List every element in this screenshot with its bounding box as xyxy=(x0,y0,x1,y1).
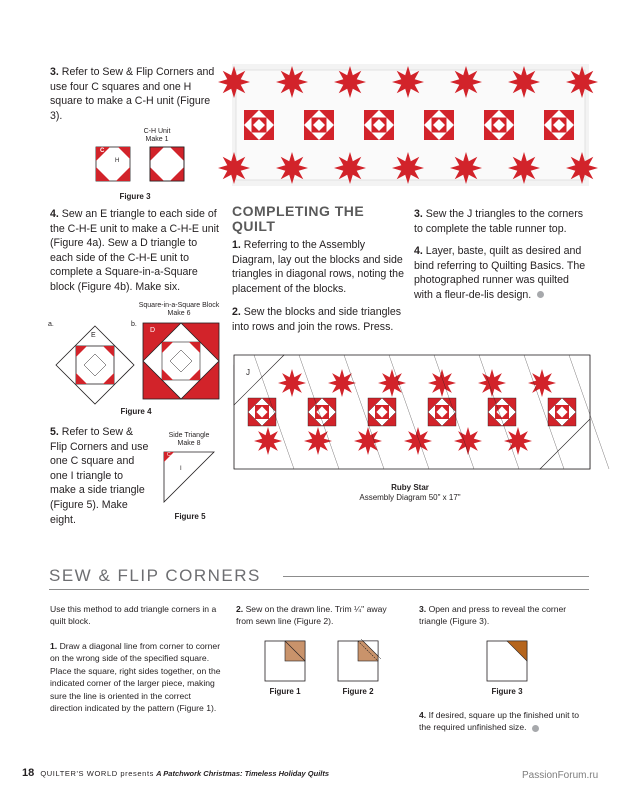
sewflip-step2 xyxy=(236,603,402,628)
fig3-caption-line1: C-H Unit xyxy=(143,128,171,135)
completing-heading-line2: QUILT xyxy=(232,218,276,234)
assembly-star-bottom-4 xyxy=(454,427,482,455)
photo-star-bottom-2 xyxy=(334,152,366,184)
completing-step4 xyxy=(414,244,588,302)
completing-step4-number: 4. xyxy=(414,245,423,257)
fig4-label-b: b. xyxy=(131,321,137,328)
step5-number: 5. xyxy=(50,426,59,438)
fig4-label-d: D xyxy=(150,327,156,334)
fig4-caption-line2: Make 6 xyxy=(167,310,191,317)
assembly-star-bottom-5 xyxy=(504,427,532,455)
photo-star-bottom-1 xyxy=(276,152,308,184)
sewflip-heading: SEW & FLIP CORNERS xyxy=(49,566,261,585)
assembly-diagram xyxy=(234,355,590,469)
sewflip-step4-body: If desired, square up the finished unit to the required unfinished size. xyxy=(419,710,580,733)
assembly-star-top-5 xyxy=(528,369,556,397)
fig5-caption xyxy=(160,432,218,448)
sewflip-intro: Use this method to add triangle corners in a quilt block. xyxy=(50,604,217,627)
assembly-star-top-2 xyxy=(378,369,406,397)
sewflip-step1 xyxy=(50,640,222,714)
sewflip-fig3-diagram xyxy=(486,640,528,682)
assembly-subtitle: Assembly Diagram 50" x 17" xyxy=(359,493,461,502)
assembly-star-bottom-3 xyxy=(404,427,432,455)
photo-star-top-0 xyxy=(218,66,250,98)
sewflip-step3-number: 3. xyxy=(419,604,427,614)
fig4-title: Figure 4 xyxy=(120,407,152,416)
fig3-title: Figure 3 xyxy=(119,192,151,201)
sewflip-step2-body: Sew on the drawn line. Trim ¼" away from sewn line (Figure 2). xyxy=(236,604,387,627)
fig3-caption-line2: Make 1 xyxy=(145,136,169,143)
end-mark-icon xyxy=(532,725,539,732)
fig3-label-h: H xyxy=(115,158,120,164)
sewflip-step4-number: 4. xyxy=(419,710,427,720)
quilt-photo xyxy=(232,64,589,186)
assembly-outline xyxy=(234,355,590,469)
assembly-star-top-0 xyxy=(278,369,306,397)
completing-step1 xyxy=(232,238,404,296)
end-mark-icon xyxy=(537,291,544,298)
assembly-caption xyxy=(330,483,490,503)
photo-star-bottom-0 xyxy=(218,152,250,184)
step4-number: 4. xyxy=(50,208,59,220)
completing-step1-body: Referring to the Assembly Diagram, lay out the blocks and side triangles in diagonal rows, noting the placement of the blocks. xyxy=(232,239,404,295)
photo-star-top-1 xyxy=(276,66,308,98)
sewflip-fig1-title: Figure 1 xyxy=(269,687,301,696)
assembly-star-bottom-2 xyxy=(354,427,382,455)
step3-text xyxy=(50,65,220,123)
photo-star-bottom-6 xyxy=(566,152,598,184)
footer-title: A Patchwork Christmas: Timeless Holiday Quilts xyxy=(156,769,330,778)
completing-step2 xyxy=(232,305,404,334)
fig5-caption-line1: Side Triangle xyxy=(168,432,210,439)
step5-text xyxy=(50,425,150,527)
photo-star-top-2 xyxy=(334,66,366,98)
completing-step3-number: 3. xyxy=(414,208,423,220)
footer-brand: QUILTER'S WORLD presents xyxy=(40,769,154,778)
photo-star-bottom-5 xyxy=(508,152,540,184)
fig5-label-c: C xyxy=(167,452,171,458)
fig5-diagram xyxy=(163,451,215,503)
photo-star-bottom-3 xyxy=(392,152,424,184)
sewflip-fig2-diagram xyxy=(337,640,381,682)
assembly-star-top-3 xyxy=(428,369,456,397)
photo-star-bottom-4 xyxy=(450,152,482,184)
assembly-star-bottom-1 xyxy=(304,427,332,455)
assembly-star-top-1 xyxy=(328,369,356,397)
sewflip-step1-number: 1. xyxy=(50,641,58,651)
completing-heading xyxy=(232,204,364,234)
fig3-unit-right xyxy=(150,147,184,181)
completing-heading-line1: COMPLETING THE xyxy=(232,203,365,219)
fig3-label-c: C xyxy=(100,148,105,154)
fig4-label-a: a. xyxy=(48,321,54,328)
fig3-diagram xyxy=(95,146,187,182)
completing-step4-body: Layer, baste, quilt as desired and bind referring to Quilting Basics. The photographed runner was quilted with a fleur-de-lis design. xyxy=(414,245,586,301)
page-number: 18 xyxy=(22,767,35,779)
sewflip-fig2-title: Figure 2 xyxy=(342,687,374,696)
photo-star-top-3 xyxy=(392,66,424,98)
step3-body: Refer to Sew & Flip Corners and use four C squares and one H square to make a C-H unit (Figure 3). xyxy=(50,66,215,122)
fig4-caption-line1: Square-in-a-Square Block xyxy=(138,302,220,309)
sewflip-fig1-diagram xyxy=(264,640,306,682)
photo-star-top-6 xyxy=(566,66,598,98)
step4-body: Sew an E triangle to each side of the C-H-E unit to make a C-H-E unit (Figure 4a). Sew a D triangle to each side of the C-H-E unit to complete a Square-in-a-Square block (Figure 4b). Make six. xyxy=(50,208,219,293)
watermark: PassionForum.ru xyxy=(522,770,599,781)
completing-step2-body: Sew the blocks and side triangles into rows and join the rows. Press. xyxy=(232,306,402,333)
completing-step3-body: Sew the J triangles to the corners to complete the table runner top. xyxy=(414,208,584,235)
sewflip-step3-body: Open and press to reveal the corner triangle (Figure 3). xyxy=(419,604,567,627)
photo-star-top-4 xyxy=(450,66,482,98)
fig3-caption xyxy=(132,128,182,144)
assembly-star-top-4 xyxy=(478,369,506,397)
sewflip-rule-left xyxy=(49,589,589,590)
step3-number: 3. xyxy=(50,66,59,78)
photo-star-top-5 xyxy=(508,66,540,98)
completing-step3 xyxy=(414,207,588,236)
sewflip-step4 xyxy=(419,709,589,734)
fig4-caption xyxy=(138,302,220,318)
sewflip-step3 xyxy=(419,603,589,628)
step5-body: Refer to Sew & Flip Corners and use one C square and one I triangle to make a side triangle (Figure 5). Make eight. xyxy=(50,426,149,526)
sewflip-step1-body: Draw a diagonal line from corner to corner on the wrong side of the specified square. Place the square, right sides together, on the indicated corner of the larger piece, making sure the line is oriented in the correct direction indicated by the pattern (Figure 1). xyxy=(50,641,221,714)
assembly-label-j: J xyxy=(246,368,250,377)
fig4-label-e: E xyxy=(91,332,96,339)
sewflip-step2-number: 2. xyxy=(236,604,244,614)
assembly-star-bottom-0 xyxy=(254,427,282,455)
assembly-title: Ruby Star xyxy=(391,483,429,492)
fig5-title: Figure 5 xyxy=(174,512,206,521)
sewflip-fig3-title: Figure 3 xyxy=(491,687,523,696)
completing-step2-number: 2. xyxy=(232,306,241,318)
step4-text xyxy=(50,207,220,295)
fig5-label-i: I xyxy=(180,466,182,472)
fig5-caption-line2: Make 8 xyxy=(177,440,201,447)
completing-step1-number: 1. xyxy=(232,239,241,251)
sewflip-rule xyxy=(283,576,589,577)
